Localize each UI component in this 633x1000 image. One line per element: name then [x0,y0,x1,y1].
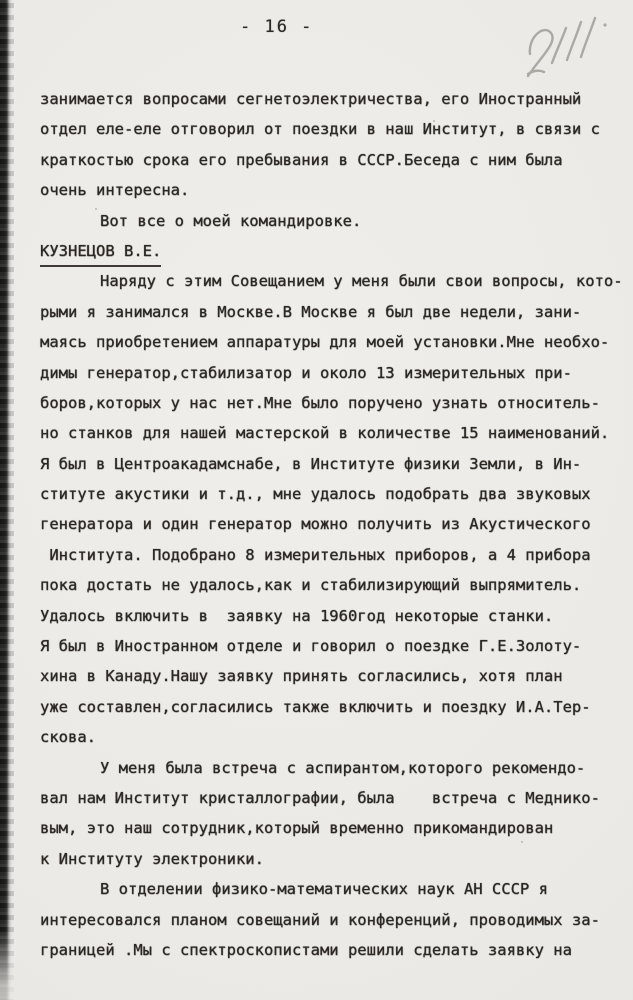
scan-speck [576,130,579,133]
text-line: Наряду с этим Совещанием у меня были свои вопросы, кото- [100,272,623,291]
text-line: но станков для нашей мастерской в количестве 15 наименований. [40,424,610,443]
scan-speck [95,208,97,210]
handwritten-mark-icon [488,0,628,92]
text-line: Удалось включить в заявку на 1960год некоторые станки. [40,606,554,625]
text-line: отдел еле-еле отговорил от поездки в наш Институт, в связи с [40,120,600,139]
section-heading-text: КУЗНЕЦОВ В.Е. [40,238,161,267]
text-line: боров,которых у нас нет.Мне было поручено узнать относитель- [40,393,600,412]
text-line: границей .Мы с спектроскопистами решили сделать заявку на [40,940,572,959]
text-line: пока достать не удалось,как и стабилизирующий выпрямитель. [40,576,582,595]
text-line: У меня была встреча с аспирантом,которого рекомендо- [100,758,586,777]
section-heading [40,236,618,266]
text-line: интересовался планом совещаний и конференций, проводимых за- [40,910,600,929]
text-line: очень интересна. [40,181,190,200]
text-line: скова. [40,728,96,747]
text-line: В отделении физико-математических наук АН СССР я [100,880,548,899]
text-line: Института. Подобрано 8 измерительных приборов, а 4 прибора [40,545,591,564]
text-line: Я был в Иностранном отделе и говорил о поездке Г.Е.Золоту- [40,637,582,656]
text-line: уже составлен,согласились также включить и поездку И.А.Тер- [40,697,591,716]
text-body [40,84,623,965]
text-line: к Институту электроники. [40,849,264,868]
text-line: занимается вопросами сегнетоэлектричества, его Иностранный [40,90,582,108]
text-line: димы генератор,стабилизатор и около 13 измерительных при- [40,363,572,382]
text-line: вым, это наш сотрудник,который временно прикомандирован [40,819,554,838]
text-line: рыми я занимался в Москве.В Москве я был две недели, зани- [40,302,582,321]
text-line: ституте акустики и т.д., мне удалось подобрать два звуковых [40,485,591,504]
text-line: краткостью срока его пребывания в СССР.Беседа с ним была [40,150,563,169]
text-line: Вот все о моей командировке. [100,211,362,230]
text-line: хина в Канаду.Нашу заявку принять согласились, хотя план [40,667,563,686]
text-line: маясь приобретением аппаратуры для моей установки.Мне необхо- [40,333,610,352]
text-line: Я был в Центроакадамснабе, в Институте физики Земли, в Ин- [40,454,582,473]
text-line: вал нам Институт кристаллографии, была встреча с Меднико- [40,788,600,807]
scan-left-edge [0,0,14,1000]
scan-speck [433,120,435,122]
scan-speck [521,841,523,843]
page-number: - 16 - [240,17,314,37]
text-line: генератора и один генератор можно получить из Акустического [40,515,591,534]
